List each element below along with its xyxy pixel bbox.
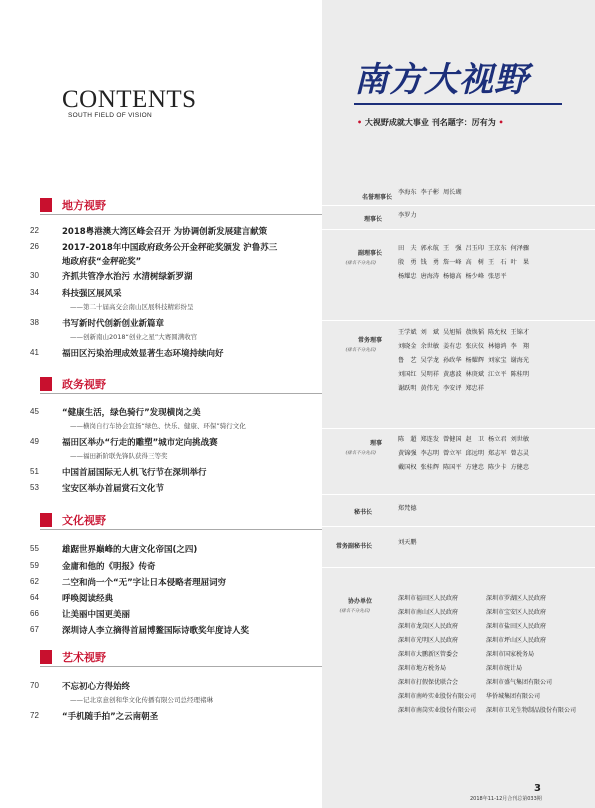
contents-subheading: SOUTH FIELD OF VISION (68, 112, 152, 119)
org: 深圳市地方税务局 (398, 665, 447, 672)
section-title: 政务视野 (62, 378, 106, 391)
role-label: 名誉理事长 (361, 194, 392, 201)
names-row (398, 186, 466, 200)
page-number-footer: 3 (534, 783, 541, 794)
names-block (398, 242, 533, 284)
slogan-dot: • (357, 118, 363, 127)
names-block (398, 326, 533, 396)
name: 林德鸿 (488, 343, 507, 350)
name: 刘家宝 (488, 357, 507, 364)
section-divider (40, 529, 322, 530)
org: 深圳市打假保优联合会 (398, 679, 459, 686)
org: 深圳市大鹏新区管委会 (398, 651, 459, 658)
section-divider (40, 666, 322, 667)
entry-title-cont: 地政府获“金秤砣奖” (62, 257, 142, 267)
section-marker (40, 198, 52, 212)
name: 殷 勇 (398, 259, 417, 266)
name: 吴旭韬 (443, 329, 462, 336)
role-note: (排名不分先后) (345, 348, 376, 353)
logo-underline (354, 103, 562, 105)
name: 郑梵德 (398, 505, 417, 512)
name: 邱远明 (465, 450, 485, 457)
name: 王学斌 (398, 329, 417, 336)
page-number: 66 (30, 609, 39, 618)
org: 深圳市南岗实业股份有限公司 (398, 707, 477, 714)
entry-subtitle: ——创新南山2018“创业之星”大赛圆满收官 (70, 333, 198, 341)
name: 杨耀忠 (398, 273, 417, 280)
name: 钱 勇 (420, 259, 440, 266)
names-block (398, 433, 533, 475)
name: 陈桂明 (510, 371, 530, 378)
names-row (398, 502, 421, 516)
name: 王 强 (443, 245, 462, 252)
name: 李罗力 (398, 212, 417, 219)
name: 李志明 (420, 450, 440, 457)
name: 田 夫 (398, 245, 417, 252)
issue-info: 2018年11-12月合刊总第033期 (470, 796, 542, 802)
section-marker (40, 377, 52, 391)
page-number: 30 (30, 271, 39, 280)
entry-title: 宝安区举办首届赏石文化节 (62, 484, 165, 494)
name: 张思平 (488, 273, 507, 280)
name: 张桂辉 (420, 464, 440, 471)
row-divider (322, 567, 595, 568)
slogan-dot: • (498, 118, 504, 127)
section-marker (40, 650, 52, 664)
name: 方建忠 (465, 464, 485, 471)
page-number: 51 (30, 467, 39, 476)
name: 詹一峰 (443, 259, 462, 266)
section-header (0, 375, 322, 393)
name: 谢海光 (510, 357, 530, 364)
row-divider (322, 229, 595, 230)
entry-title: 让美丽中国更美丽 (62, 610, 131, 620)
name: 曾立军 (443, 450, 462, 457)
name: 杨立君 (488, 436, 507, 443)
page-number: 26 (30, 242, 39, 251)
name: 郑志军 (488, 450, 507, 457)
page-number: 38 (30, 318, 39, 327)
page-number: 70 (30, 681, 39, 690)
name: 李海东 (398, 189, 417, 196)
name: 陈少卡 (488, 464, 507, 471)
entry-title: 书写新时代创新创业新篇章 (62, 319, 165, 329)
role-label: 理事长 (363, 216, 382, 223)
org: 深圳市盐田区人民政府 (486, 623, 547, 630)
org: 深圳市坪山区人民政府 (486, 637, 547, 644)
page-number: 49 (30, 437, 39, 446)
section-header (0, 196, 322, 214)
slogan-text: 大视野成就大事业 刊名题字：厉有为 (364, 118, 496, 127)
names-row (398, 536, 421, 550)
masthead-slogan (357, 117, 504, 128)
org: 深圳市卫光生物制品股份有限公司 (486, 707, 577, 714)
name: 杨德高 (443, 273, 462, 280)
name: 陈国平 (443, 464, 462, 471)
entry-title: “健康生活，绿色骑行”发现横岗之美 (62, 408, 201, 418)
row-divider (322, 320, 595, 321)
row-divider (322, 205, 595, 206)
org: 深圳市盛气集团有限公司 (486, 679, 553, 686)
name: 郭永航 (420, 245, 440, 252)
section-divider (40, 393, 322, 394)
org: 深圳市宝安区人民政府 (486, 609, 547, 616)
name: 李 翔 (510, 343, 530, 350)
name: 李安评 (443, 385, 462, 392)
entry-title: 福田区举办“行走的雕塑”城市定向挑战赛 (62, 438, 218, 448)
section-title: 地方视野 (62, 199, 106, 212)
role-label: 协办单位 (347, 598, 372, 605)
name: 王锦才 (510, 329, 530, 336)
name: 戴国权 (398, 464, 417, 471)
contents-heading: CONTENTS (62, 86, 197, 113)
page-number: 62 (30, 577, 39, 586)
entry-title: 雄踞世界巅峰的大唐文化帝国(之四) (62, 545, 198, 555)
name: 王京东 (488, 245, 507, 252)
org: 华侨城集团有限公司 (486, 693, 541, 700)
role-label: 理事 (369, 440, 382, 447)
name: 江立平 (488, 371, 507, 378)
entry-title: 中国首届国际无人机飞行节在深圳举行 (62, 468, 207, 478)
name: 刘国红 (398, 371, 417, 378)
name: 余世敏 (420, 343, 440, 350)
section-title: 文化视野 (62, 514, 106, 527)
entry-title: 2018粤港澳大湾区峰会召开 为协调创新发展建言献策 (62, 227, 268, 237)
name: 鲁 艺 (398, 357, 417, 364)
page-number: 34 (30, 288, 39, 297)
section-header (0, 648, 322, 666)
name: 林庚斌 (465, 371, 485, 378)
role-label: 常务副秘书长 (335, 543, 372, 550)
page-number: 67 (30, 625, 39, 634)
section-difang (0, 196, 322, 214)
name: 郑忠祥 (465, 385, 485, 392)
entry-subtitle: ——横岗自行车协会宣扬“绿色、快乐、健康、环保”骑行文化 (70, 422, 246, 430)
name: 方健忠 (510, 464, 530, 471)
name: 黄伟光 (420, 385, 440, 392)
entry-subtitle: ——福田新阶联先锋队获得三等奖 (70, 452, 168, 460)
name: 谢跃明 (398, 385, 417, 392)
section-marker (40, 513, 52, 527)
entry-title: 深圳诗人李立摘得首届博鳌国际诗歌奖年度诗人奖 (62, 626, 250, 636)
page-number: 72 (30, 711, 39, 720)
name: 杨耀辉 (465, 357, 485, 364)
page-number: 64 (30, 593, 39, 602)
entry-title: “手机随手拍”之云南朝圣 (62, 712, 159, 722)
name: 曾健国 (443, 436, 462, 443)
role-note: (排名不分先后) (345, 451, 376, 456)
name: 王 石 (488, 259, 507, 266)
name: 高 树 (465, 259, 485, 266)
org: 深圳市南岭实业股份有限公司 (398, 693, 477, 700)
name: 黄锦强 (398, 450, 417, 457)
name: 郑连发 (420, 436, 440, 443)
name: 周长瑚 (443, 189, 462, 196)
name: 唐海涛 (420, 273, 440, 280)
name: 李子彬 (420, 189, 440, 196)
name: 曾志灵 (510, 450, 530, 457)
row-divider (322, 428, 595, 429)
section-zhengwu (0, 375, 322, 393)
name: 刘世敏 (510, 436, 530, 443)
name: 敖焕韬 (465, 329, 485, 336)
page-number: 41 (30, 348, 39, 357)
name: 黄惠波 (443, 371, 462, 378)
entry-title: 二空和尚一个“无”字让日本侵略者理屈词穷 (62, 578, 227, 588)
name: 杨少峰 (465, 273, 485, 280)
role-note: (排名不分先后) (345, 261, 376, 266)
name: 吴明祥 (420, 371, 440, 378)
entry-subtitle: ——记北京意创和华文化传播有限公司总经理褚琳 (70, 696, 213, 704)
entry-subtitle: ——第二十届高交会南山区展科技精彩纷呈 (70, 303, 194, 311)
section-yishu (0, 648, 322, 666)
org: 深圳市龙岗区人民政府 (398, 623, 459, 630)
name: 吴学龙 (420, 357, 440, 364)
row-divider (322, 494, 595, 495)
row-divider (322, 526, 595, 527)
org: 深圳市罗湖区人民政府 (486, 595, 547, 602)
name: 赵 卫 (465, 436, 485, 443)
entry-title: 呼唤阅读经典 (62, 594, 114, 604)
orgs-block (398, 592, 577, 718)
name: 刘 斌 (420, 329, 440, 336)
page-number: 22 (30, 226, 39, 235)
entry-title: 不忘初心方得始终 (62, 682, 131, 692)
name: 刘晓金 (398, 343, 417, 350)
org: 深圳市福田区人民政府 (398, 595, 459, 602)
name: 吕玉印 (465, 245, 485, 252)
role-note: (排名不分先后) (339, 609, 370, 614)
section-header (0, 511, 322, 529)
name: 叶 果 (510, 259, 530, 266)
section-divider (40, 214, 322, 215)
page-number: 59 (30, 561, 39, 570)
entry-title: 齐抓共管净水治污 水清树绿新罗湖 (62, 272, 193, 282)
entry-title: 福田区污染治理成效显著生态环境持续向好 (62, 349, 224, 359)
name: 张庆仪 (465, 343, 485, 350)
section-title: 艺术视野 (62, 651, 106, 664)
name: 陈 超 (398, 436, 417, 443)
role-label: 常务理事 (357, 337, 382, 344)
page-number: 45 (30, 407, 39, 416)
role-label: 秘书长 (353, 509, 372, 516)
page-number: 53 (30, 483, 39, 492)
entry-title: 金庸和他的《明报》传奇 (62, 562, 156, 572)
magazine-logo: 南方大视野 (354, 60, 529, 100)
org: 深圳市光明区人民政府 (398, 637, 459, 644)
name: 刘天鹏 (398, 539, 417, 546)
role-label: 副理事长 (357, 250, 382, 257)
names-row (398, 209, 421, 223)
name: 何泽骤 (510, 245, 530, 252)
name: 陈允权 (488, 329, 507, 336)
name: 孙政华 (443, 357, 462, 364)
org: 深圳市南山区人民政府 (398, 609, 459, 616)
name: 姜有忠 (443, 343, 462, 350)
page-number: 55 (30, 544, 39, 553)
entry-title: 科技强区展风采 (62, 289, 122, 299)
entry-title: 2017-2018年中国政府政务公开金秤砣奖颁发 沪鲁苏三 (62, 243, 278, 253)
org: 深圳市统计局 (486, 665, 523, 672)
org: 深圳市国家税务局 (486, 651, 535, 658)
section-wenhua (0, 511, 322, 529)
